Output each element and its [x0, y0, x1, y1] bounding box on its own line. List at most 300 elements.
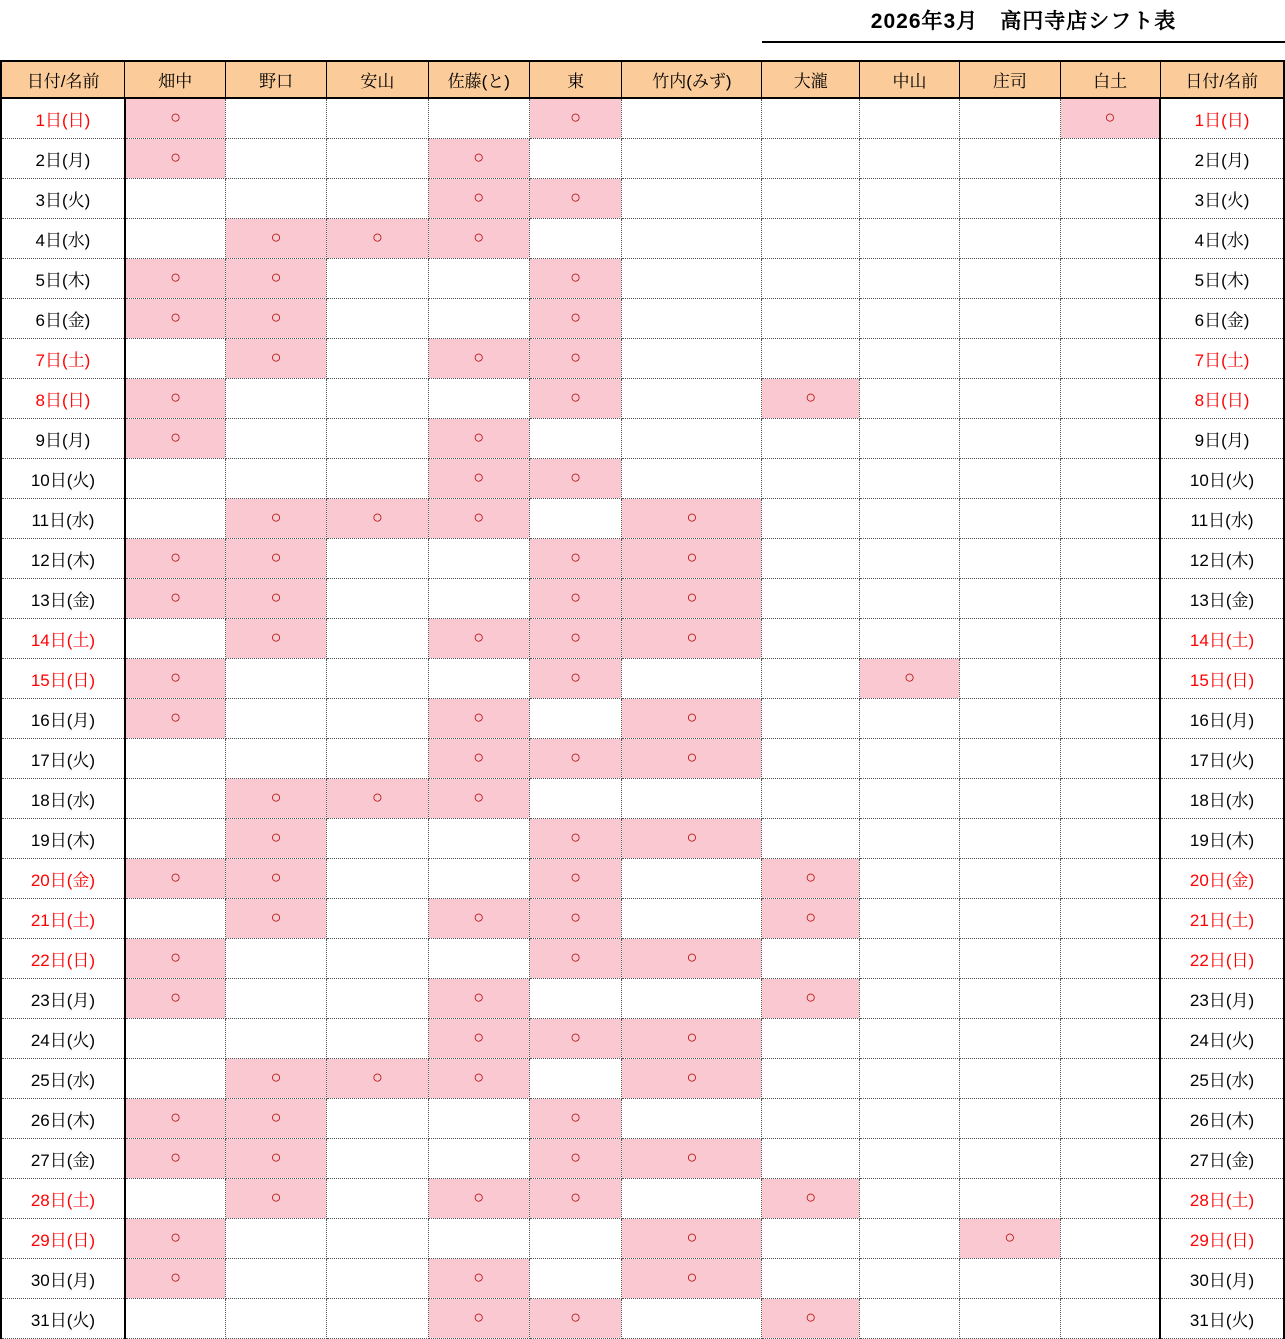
table-row	[1, 858, 1284, 898]
shift-mark-icon: ○	[170, 667, 181, 687]
shift-cell-empty	[1060, 1258, 1160, 1298]
shift-mark-icon: ○	[170, 427, 181, 447]
shift-cell-marked	[622, 498, 762, 538]
shift-cell-empty	[326, 298, 428, 338]
shift-mark-icon: ○	[170, 1267, 181, 1287]
shift-mark-icon: ○	[570, 827, 582, 847]
shift-cell-empty	[125, 498, 226, 538]
shift-mark-icon: ○	[371, 1067, 383, 1087]
shift-cell-empty	[125, 618, 226, 658]
date-cell-left: 8日(日)	[1, 378, 125, 418]
shift-cell-empty	[622, 778, 762, 818]
header-row	[1, 61, 1284, 98]
shift-cell-marked	[125, 1218, 226, 1258]
date-cell-left: 1日(日)	[1, 98, 125, 138]
date-cell-left: 16日(月)	[1, 698, 125, 738]
shift-cell-marked	[226, 1138, 327, 1178]
shift-cell-marked	[428, 458, 529, 498]
shift-cell-marked	[428, 1018, 529, 1058]
date-cell-left: 3日(火)	[1, 178, 125, 218]
staff-header-3: 安山	[326, 61, 428, 98]
shift-cell-marked	[428, 698, 529, 738]
shift-mark-icon: ○	[686, 747, 698, 767]
table-row	[1, 778, 1284, 818]
shift-cell-empty	[326, 1138, 428, 1178]
shift-cell-empty	[959, 498, 1060, 538]
shift-cell-empty	[125, 178, 226, 218]
date-cell-right: 22日(日)	[1160, 938, 1284, 978]
shift-cell-empty	[1060, 378, 1160, 418]
date-cell-left: 21日(土)	[1, 898, 125, 938]
table-row	[1, 218, 1284, 258]
shift-cell-marked	[226, 1098, 327, 1138]
shift-cell-empty	[762, 1098, 860, 1138]
shift-mark-icon: ○	[686, 1227, 698, 1247]
shift-cell-marked	[125, 138, 226, 178]
shift-mark-icon: ○	[170, 947, 181, 967]
shift-mark-icon: ○	[570, 1147, 582, 1167]
date-cell-left: 28日(土)	[1, 1178, 125, 1218]
shift-mark-icon: ○	[270, 907, 282, 927]
shift-mark-icon: ○	[473, 787, 485, 807]
shift-table	[0, 60, 1285, 1339]
shift-cell-empty	[529, 978, 622, 1018]
shift-cell-empty	[1060, 1178, 1160, 1218]
shift-cell-marked	[622, 818, 762, 858]
shift-cell-empty	[959, 458, 1060, 498]
shift-cell-empty	[326, 258, 428, 298]
shift-cell-empty	[959, 1058, 1060, 1098]
shift-cell-empty	[860, 1178, 960, 1218]
shift-cell-marked	[529, 578, 622, 618]
shift-mark-icon: ○	[570, 747, 582, 767]
shift-mark-icon: ○	[570, 947, 582, 967]
shift-cell-empty	[959, 98, 1060, 138]
shift-mark-icon: ○	[570, 1187, 582, 1207]
shift-cell-empty	[428, 298, 529, 338]
shift-cell-empty	[762, 498, 860, 538]
shift-cell-empty	[226, 458, 327, 498]
shift-cell-empty	[1060, 138, 1160, 178]
date-cell-left: 2日(月)	[1, 138, 125, 178]
shift-cell-marked	[428, 418, 529, 458]
shift-cell-empty	[1060, 178, 1160, 218]
shift-cell-empty	[622, 298, 762, 338]
shift-mark-icon: ○	[473, 1187, 485, 1207]
date-cell-left: 29日(日)	[1, 1218, 125, 1258]
shift-cell-empty	[428, 1218, 529, 1258]
shift-cell-empty	[762, 1138, 860, 1178]
date-cell-left: 9日(月)	[1, 418, 125, 458]
shift-cell-empty	[860, 1058, 960, 1098]
shift-cell-empty	[125, 218, 226, 258]
date-cell-right: 4日(水)	[1160, 218, 1284, 258]
shift-cell-empty	[860, 298, 960, 338]
shift-cell-empty	[959, 858, 1060, 898]
shift-mark-icon: ○	[473, 627, 485, 647]
shift-cell-marked	[622, 618, 762, 658]
shift-cell-empty	[762, 338, 860, 378]
shift-cell-empty	[326, 1218, 428, 1258]
shift-cell-empty	[622, 1098, 762, 1138]
shift-cell-empty	[762, 938, 860, 978]
shift-cell-marked	[622, 698, 762, 738]
shift-mark-icon: ○	[371, 227, 383, 247]
shift-cell-empty	[428, 658, 529, 698]
shift-cell-empty	[226, 1298, 327, 1338]
date-cell-right: 5日(木)	[1160, 258, 1284, 298]
table-row	[1, 458, 1284, 498]
table-row	[1, 1298, 1284, 1338]
shift-cell-empty	[1060, 338, 1160, 378]
table-row	[1, 298, 1284, 338]
shift-mark-icon: ○	[1004, 1227, 1016, 1247]
shift-cell-marked	[762, 378, 860, 418]
shift-cell-empty	[1060, 778, 1160, 818]
shift-cell-empty	[529, 778, 622, 818]
shift-cell-empty	[326, 658, 428, 698]
shift-cell-empty	[326, 818, 428, 858]
shift-cell-marked	[125, 1138, 226, 1178]
shift-cell-empty	[326, 538, 428, 578]
shift-cell-empty	[326, 858, 428, 898]
shift-cell-marked	[529, 538, 622, 578]
shift-mark-icon: ○	[473, 1267, 485, 1287]
shift-mark-icon: ○	[473, 907, 485, 927]
shift-cell-marked	[428, 618, 529, 658]
shift-mark-icon: ○	[170, 387, 181, 407]
shift-cell-marked	[762, 978, 860, 1018]
date-cell-left: 26日(木)	[1, 1098, 125, 1138]
shift-mark-icon: ○	[570, 387, 582, 407]
date-cell-left: 10日(火)	[1, 458, 125, 498]
shift-mark-icon: ○	[170, 147, 181, 167]
shift-cell-empty	[622, 338, 762, 378]
shift-cell-marked	[529, 298, 622, 338]
shift-cell-empty	[226, 978, 327, 1018]
shift-cell-empty	[326, 1018, 428, 1058]
shift-cell-empty	[762, 1258, 860, 1298]
shift-cell-empty	[226, 98, 327, 138]
shift-cell-empty	[762, 778, 860, 818]
shift-cell-empty	[226, 658, 327, 698]
shift-mark-icon: ○	[270, 347, 282, 367]
shift-cell-empty	[959, 418, 1060, 458]
date-cell-right: 30日(月)	[1160, 1258, 1284, 1298]
date-cell-left: 4日(水)	[1, 218, 125, 258]
shift-mark-icon: ○	[570, 907, 582, 927]
shift-cell-empty	[622, 418, 762, 458]
shift-cell-marked	[529, 1178, 622, 1218]
shift-cell-empty	[860, 378, 960, 418]
shift-cell-empty	[860, 1258, 960, 1298]
shift-cell-empty	[622, 858, 762, 898]
shift-mark-icon: ○	[270, 307, 282, 327]
shift-cell-empty	[1060, 618, 1160, 658]
shift-mark-icon: ○	[570, 107, 582, 128]
shift-cell-empty	[1060, 1218, 1160, 1258]
shift-cell-marked	[529, 378, 622, 418]
shift-cell-marked	[860, 658, 960, 698]
shift-mark-icon: ○	[686, 707, 698, 727]
staff-header-9: 庄司	[959, 61, 1060, 98]
date-cell-right: 19日(木)	[1160, 818, 1284, 858]
shift-mark-icon: ○	[170, 107, 181, 128]
date-cell-right: 26日(木)	[1160, 1098, 1284, 1138]
table-row	[1, 258, 1284, 298]
staff-header-6: 竹内(みず)	[622, 61, 762, 98]
date-cell-right: 20日(金)	[1160, 858, 1284, 898]
table-row	[1, 138, 1284, 178]
shift-cell-empty	[326, 378, 428, 418]
shift-cell-empty	[125, 338, 226, 378]
shift-cell-empty	[860, 858, 960, 898]
shift-cell-empty	[1060, 658, 1160, 698]
shift-mark-icon: ○	[473, 747, 485, 767]
shift-cell-empty	[762, 658, 860, 698]
shift-mark-icon: ○	[805, 907, 817, 927]
shift-cell-empty	[622, 218, 762, 258]
shift-cell-marked	[226, 858, 327, 898]
shift-mark-icon: ○	[686, 827, 698, 847]
shift-cell-empty	[762, 1058, 860, 1098]
shift-mark-icon: ○	[686, 547, 698, 567]
shift-cell-empty	[762, 1218, 860, 1258]
date-cell-right: 7日(土)	[1160, 338, 1284, 378]
shift-cell-empty	[125, 1298, 226, 1338]
shift-cell-marked	[428, 898, 529, 938]
date-cell-right: 15日(日)	[1160, 658, 1284, 698]
shift-cell-empty	[860, 138, 960, 178]
shift-cell-marked	[125, 1258, 226, 1298]
shift-cell-marked	[125, 578, 226, 618]
shift-table-header	[1, 61, 1284, 98]
table-row	[1, 98, 1284, 138]
date-cell-left: 20日(金)	[1, 858, 125, 898]
shift-cell-marked	[226, 818, 327, 858]
shift-mark-icon: ○	[270, 1107, 282, 1127]
date-cell-left: 11日(水)	[1, 498, 125, 538]
shift-cell-empty	[860, 1298, 960, 1338]
shift-cell-empty	[860, 938, 960, 978]
shift-cell-empty	[860, 538, 960, 578]
shift-mark-icon: ○	[270, 867, 282, 887]
shift-cell-empty	[529, 498, 622, 538]
date-cell-right: 12日(木)	[1160, 538, 1284, 578]
date-cell-right: 29日(日)	[1160, 1218, 1284, 1258]
shift-mark-icon: ○	[270, 827, 282, 847]
date-name-header-left: 日付/名前	[1, 61, 125, 98]
shift-cell-empty	[226, 378, 327, 418]
table-row	[1, 738, 1284, 778]
shift-cell-marked	[622, 1218, 762, 1258]
shift-mark-icon: ○	[170, 1227, 181, 1247]
shift-cell-empty	[622, 1178, 762, 1218]
shift-mark-icon: ○	[473, 507, 485, 527]
shift-cell-empty	[622, 98, 762, 138]
shift-cell-empty	[1060, 1018, 1160, 1058]
shift-cell-empty	[326, 738, 428, 778]
shift-cell-empty	[1060, 1058, 1160, 1098]
shift-cell-marked	[529, 658, 622, 698]
shift-mark-icon: ○	[686, 507, 698, 527]
shift-mark-icon: ○	[170, 707, 181, 727]
shift-mark-icon: ○	[170, 547, 181, 567]
shift-cell-marked	[428, 1178, 529, 1218]
shift-cell-empty	[125, 778, 226, 818]
shift-cell-empty	[622, 1298, 762, 1338]
table-row	[1, 378, 1284, 418]
shift-mark-icon: ○	[170, 1107, 181, 1127]
shift-cell-empty	[860, 738, 960, 778]
shift-cell-empty	[959, 258, 1060, 298]
shift-mark-icon: ○	[170, 987, 181, 1007]
shift-cell-marked	[428, 978, 529, 1018]
shift-cell-empty	[860, 458, 960, 498]
shift-cell-marked	[226, 338, 327, 378]
shift-cell-empty	[860, 978, 960, 1018]
shift-cell-marked	[529, 818, 622, 858]
shift-mark-icon: ○	[473, 427, 485, 447]
shift-cell-empty	[959, 1178, 1060, 1218]
shift-cell-marked	[529, 178, 622, 218]
shift-cell-empty	[762, 218, 860, 258]
shift-cell-empty	[860, 618, 960, 658]
shift-mark-icon: ○	[570, 307, 582, 327]
shift-cell-empty	[1060, 258, 1160, 298]
shift-mark-icon: ○	[473, 347, 485, 367]
shift-cell-empty	[1060, 858, 1160, 898]
shift-cell-marked	[326, 778, 428, 818]
date-cell-left: 14日(土)	[1, 618, 125, 658]
shift-cell-empty	[959, 978, 1060, 1018]
staff-header-2: 野口	[226, 61, 327, 98]
shift-cell-empty	[622, 898, 762, 938]
shift-cell-marked	[125, 298, 226, 338]
shift-cell-marked	[226, 538, 327, 578]
date-cell-right: 27日(金)	[1160, 1138, 1284, 1178]
shift-cell-empty	[1060, 1298, 1160, 1338]
shift-cell-empty	[622, 658, 762, 698]
shift-cell-empty	[326, 1298, 428, 1338]
shift-cell-empty	[326, 178, 428, 218]
shift-cell-marked	[762, 1178, 860, 1218]
shift-mark-icon: ○	[473, 987, 485, 1007]
shift-cell-marked	[529, 258, 622, 298]
shift-cell-empty	[326, 458, 428, 498]
shift-table-body	[1, 98, 1284, 1338]
shift-cell-marked	[428, 1058, 529, 1098]
shift-mark-icon: ○	[473, 1307, 485, 1327]
table-row	[1, 698, 1284, 738]
shift-mark-icon: ○	[805, 1307, 817, 1327]
shift-cell-empty	[428, 258, 529, 298]
date-cell-right: 14日(土)	[1160, 618, 1284, 658]
shift-cell-empty	[762, 98, 860, 138]
staff-header-10: 白土	[1060, 61, 1160, 98]
shift-cell-empty	[860, 898, 960, 938]
shift-cell-empty	[959, 178, 1060, 218]
shift-cell-empty	[1060, 218, 1160, 258]
shift-cell-empty	[326, 1178, 428, 1218]
shift-mark-icon: ○	[805, 987, 817, 1007]
shift-cell-marked	[226, 298, 327, 338]
shift-cell-empty	[1060, 578, 1160, 618]
staff-header-7: 大瀧	[762, 61, 860, 98]
shift-cell-marked	[428, 138, 529, 178]
shift-cell-marked	[529, 858, 622, 898]
date-cell-left: 22日(日)	[1, 938, 125, 978]
shift-cell-empty	[959, 218, 1060, 258]
shift-cell-empty	[428, 938, 529, 978]
shift-cell-marked	[529, 1098, 622, 1138]
table-row	[1, 418, 1284, 458]
shift-cell-empty	[529, 418, 622, 458]
shift-cell-empty	[226, 138, 327, 178]
shift-cell-empty	[326, 98, 428, 138]
shift-cell-empty	[860, 778, 960, 818]
shift-mark-icon: ○	[270, 587, 282, 607]
date-cell-left: 23日(月)	[1, 978, 125, 1018]
shift-mark-icon: ○	[686, 1147, 698, 1167]
date-cell-left: 31日(火)	[1, 1298, 125, 1338]
shift-cell-empty	[428, 858, 529, 898]
shift-cell-empty	[529, 698, 622, 738]
date-cell-left: 15日(日)	[1, 658, 125, 698]
shift-cell-marked	[428, 178, 529, 218]
shift-mark-icon: ○	[371, 507, 383, 527]
shift-cell-marked	[125, 258, 226, 298]
shift-mark-icon: ○	[270, 227, 282, 247]
shift-mark-icon: ○	[686, 1067, 698, 1087]
shift-cell-empty	[1060, 978, 1160, 1018]
shift-cell-empty	[529, 1058, 622, 1098]
shift-cell-marked	[125, 378, 226, 418]
shift-cell-empty	[1060, 298, 1160, 338]
shift-mark-icon: ○	[473, 707, 485, 727]
shift-cell-empty	[959, 938, 1060, 978]
date-cell-left: 24日(火)	[1, 1018, 125, 1058]
shift-cell-empty	[1060, 698, 1160, 738]
shift-mark-icon: ○	[473, 1027, 485, 1047]
shift-mark-icon: ○	[170, 267, 181, 287]
shift-cell-empty	[226, 738, 327, 778]
shift-cell-empty	[959, 618, 1060, 658]
shift-cell-empty	[1060, 898, 1160, 938]
shift-cell-marked	[226, 578, 327, 618]
date-cell-right: 17日(火)	[1160, 738, 1284, 778]
shift-cell-marked	[428, 338, 529, 378]
shift-cell-empty	[125, 738, 226, 778]
shift-mark-icon: ○	[473, 227, 485, 247]
shift-cell-marked	[326, 498, 428, 538]
shift-cell-marked	[125, 978, 226, 1018]
date-cell-right: 16日(月)	[1160, 698, 1284, 738]
shift-cell-empty	[860, 578, 960, 618]
shift-cell-marked	[326, 1058, 428, 1098]
shift-mark-icon: ○	[570, 467, 582, 487]
shift-cell-marked	[226, 498, 327, 538]
shift-cell-empty	[428, 1138, 529, 1178]
shift-cell-empty	[125, 818, 226, 858]
shift-cell-empty	[860, 818, 960, 858]
shift-cell-marked	[428, 498, 529, 538]
table-row	[1, 1098, 1284, 1138]
shift-cell-empty	[428, 818, 529, 858]
table-row	[1, 818, 1284, 858]
shift-cell-empty	[959, 338, 1060, 378]
shift-cell-empty	[1060, 1138, 1160, 1178]
